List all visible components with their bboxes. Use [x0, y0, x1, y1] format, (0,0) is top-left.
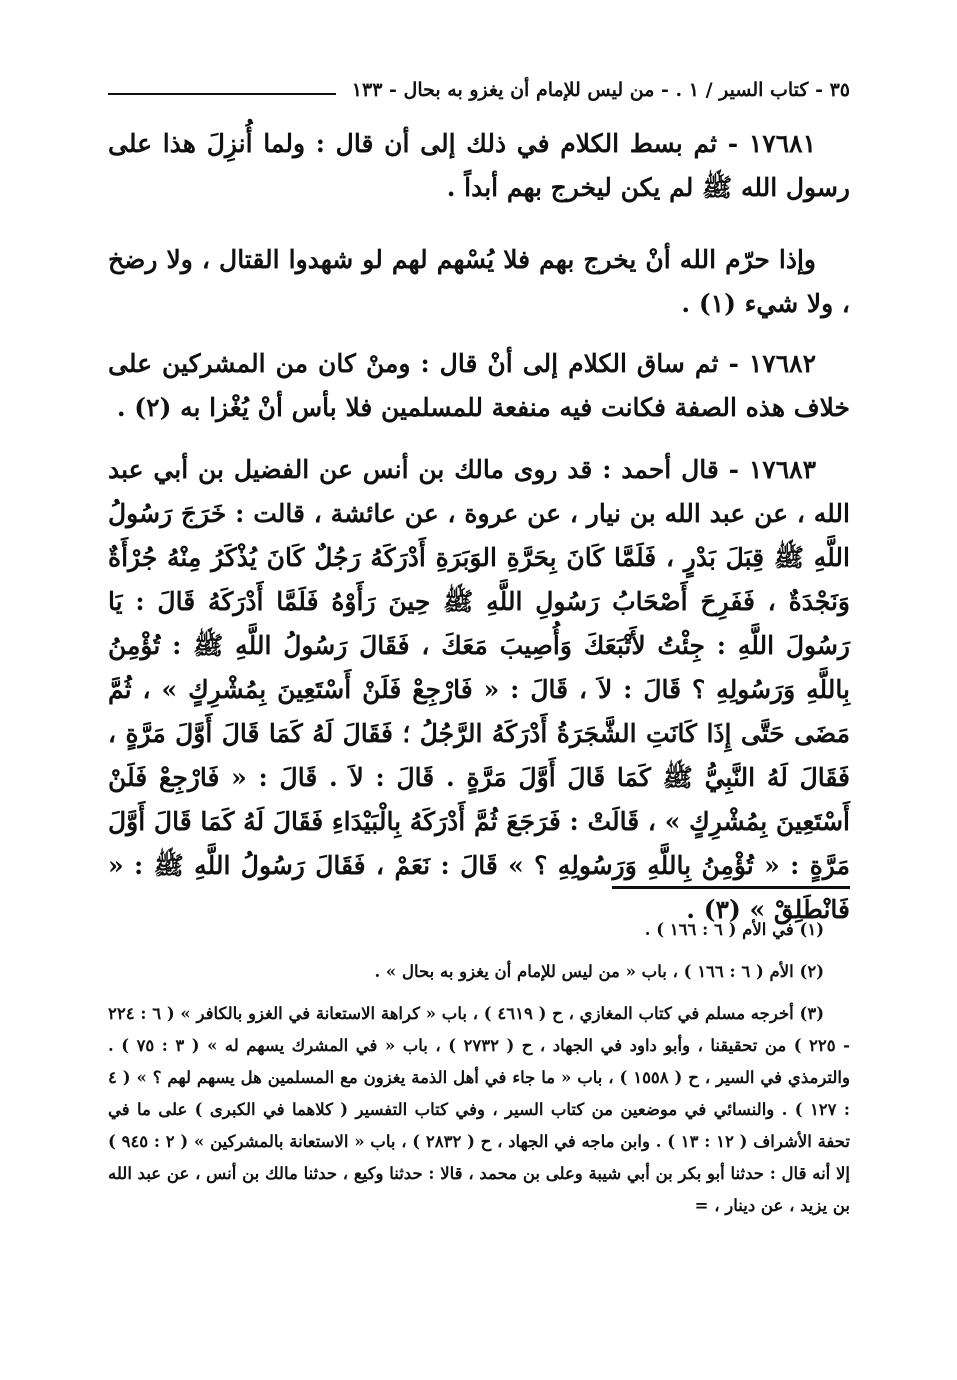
footnote-2: (٢) الأم ( ٦ : ١٦٦ ) ، باب « من ليس للإمام أن يغزو به بحال » . — [374, 962, 824, 981]
footnote-1: (١) في الأم ( ٦ : ١٦٦ ) . — [644, 920, 824, 939]
paragraph-17683: ١٧٦٨٣ - قال أحمد : قد روى مالك بن أنس عن الفضيل بن أبي عبد الله ، عن عبد الله بن نيار ، عن عروة ، عن عائشة ، قالت : خَرَجَ رَسُولُ اللَّهِ ﷺ قِبَلَ بَدْرٍ ، فَلَمَّا كَانَ بِحَرَّةِ الوَبَرَةِ أَدْرَكَهُ رَجُلٌ كَانَ يُذْكَرُ مِنْهُ جُرْأَةٌ وَنَجْدَةٌ ، فَفَرِحَ أَصْحَابُ رَسُولِ اللَّهِ ﷺ حِينَ رَأَوْهُ فَلَمَّا أَدْرَكَهُ قَالَ : يَا رَسُولَ اللَّهِ : جِئْتُ لأَتْبَعَكَ وَأُصِيبَ مَعَكَ ، فَقَالَ رَسُولُ اللَّهِ ﷺ : تُؤْمِنُ بِاللَّهِ وَرَسُولِهِ ؟ قَالَ : لاَ ، قَالَ : « فَارْجِعْ فَلَنْ أَسْتَعِينَ بِمُشْرِكٍ » ، ثُمَّ مَضَى حَتَّى إِذَا كَانَتِ الشَّجَرَةُ أَدْرَكَهُ الرَّجُلُ ؛ فَقَالَ لَهُ كَمَا قَالَ أَوَّلَ مَرَّةٍ ، فَقَالَ لَهُ النَّبِيُّ ﷺ كَمَا قَالَ أَوَّلَ مَرَّةٍ . قَالَ : لاَ . قَالَ : « فَارْجِعْ فَلَنْ أَسْتَعِينَ بِمُشْرِكٍ » ، قَالَتْ : فَرَجَعَ ثُمَّ أَدْرَكَهُ بِالْبَيْدَاءِ فَقَالَ لَهُ كَمَا قَالَ أَوَّلَ مَرَّةٍ : « تُؤْمِنُ بِاللَّهِ وَرَسُولِهِ ؟ » قَالَ : نَعَمْ ، فَقَالَ رَسُولُ اللَّهِ ﷺ : « فَانْطَلِقْ » (٣) . — [108, 455, 850, 924]
paragraph-17681: ١٧٦٨١ - ثم بسط الكلام في ذلك إلى أن قال : ولما أُنزِلَ هذا على رسول الله ﷺ لم يكن ليخرج بهم أبداً . — [108, 129, 850, 202]
footnote-rule — [612, 886, 850, 889]
paragraph-continuation: وإذا حرّم الله أنْ يخرج بهم فلا يُسْهم لهم لو شهدوا القتال ، ولا رضخ ، ولا شيء (١) . — [108, 245, 850, 318]
paragraph-17682: ١٧٦٨٢ - ثم ساق الكلام إلى أنْ قال : ومنْ كان من المشركين على خلاف هذه الصفة فكانت فيه منفعة للمسلمين فلا بأس أنْ يُغْزا به (٢) . — [108, 349, 850, 422]
running-header — [108, 72, 850, 108]
header-title: ٣٥ - كتاب السير / ١ . - من ليس للإمام أن يغزو به بحال - ١٣٣ — [351, 79, 850, 101]
header-rule — [108, 93, 336, 95]
footnote-3: (٣) أخرجه مسلم في كتاب المغازي ، ح ( ٤٦١٩ ) ، باب « كراهة الاستعانة في الغزو بالكافر » ( ٦ : ٢٢٤ - ٢٢٥ ) من تحقيقنا ، وأبو داود في الجهاد ، ح ( ٢٧٣٢ ) ، باب « في المشرك يسهم له » ( ٣ : ٧٥ ) . والترمذي في السير ، ح ( ١٥٥٨ ) ، باب « ما جاء في أهل الذمة يغزون مع المسلمين هل يسهم لهم ؟ » ( ٤ : ١٢٧ ) . والنسائي في موضعين من كتاب السير ، وفي كتاب التفسير ( كلاهما في الكبرى ) على ما في تحفة الأشراف ( ١٢ : ١٣ ) . وابن ماجه في الجهاد ، ح ( ٢٨٣٢ ) ، باب « الاستعانة بالمشركين » ( ٢ : ٩٤٥ ) إلا أنه قال : حدثنا أبو بكر بن أبي شيبة وعلى بن محمد ، قالا : حدثنا وكيع ، حدثنا مالك بن أنس ، عن عبد الله بن يزيد ، عن دينار ، = — [108, 1004, 851, 1215]
